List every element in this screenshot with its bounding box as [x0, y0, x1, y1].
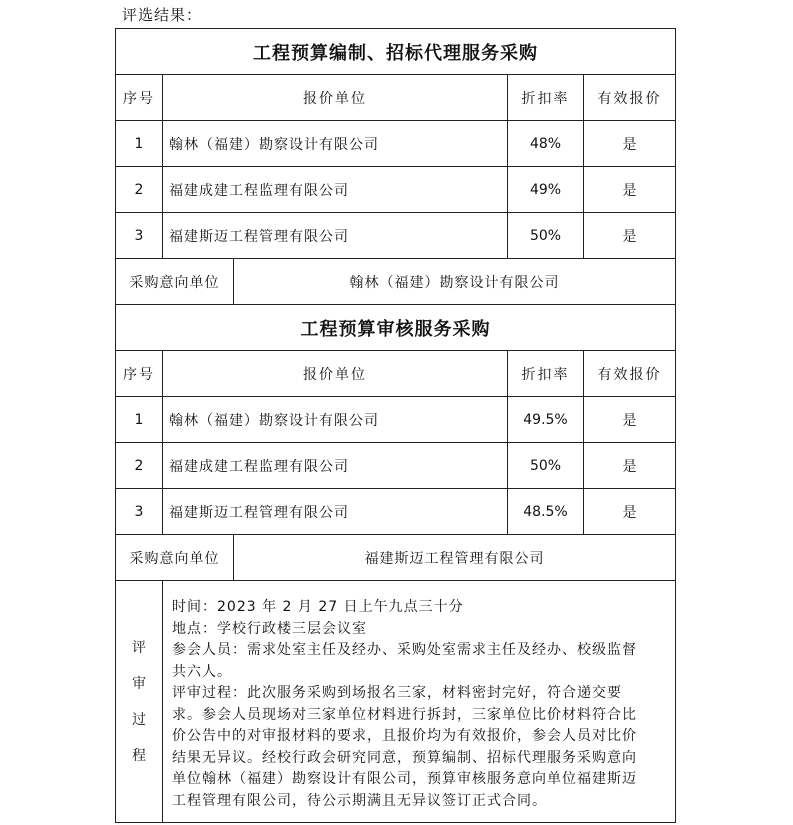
row-company: 福建斯迈工程管理有限公司: [163, 489, 508, 535]
review-line: 地点：学校行政楼三层会议室: [172, 620, 367, 637]
row-rate: 49%: [508, 167, 584, 213]
row-valid: 是: [584, 489, 676, 535]
row-no: 3: [116, 213, 163, 259]
review-label-char: 程: [132, 747, 146, 764]
review-line: 评审过程：此次服务采购到场报名三家，材料密封完好，符合递交要: [172, 685, 622, 701]
intent-value: 翰林（福建）勘察设计有限公司: [234, 259, 676, 305]
review-line: 价公告中的对审报材料的要求，且报价均为有效报价，参会人员对比价: [172, 728, 637, 744]
header-rate: 折扣率: [508, 75, 584, 121]
row-company: 福建成建工程监理有限公司: [163, 443, 508, 489]
table-row: [116, 213, 676, 259]
intent-label: 采购意向单位: [116, 535, 234, 581]
row-company: 翰林（福建）勘察设计有限公司: [163, 121, 508, 167]
section-2-title: 工程预算审核服务采购: [116, 305, 676, 351]
header-company: 报价单位: [163, 75, 508, 121]
review-label-char: 过: [132, 711, 146, 728]
review-line: 工程管理有限公司，待公示期满且无异议签订正式合同。: [172, 792, 547, 809]
row-company: 翰林（福建）勘察设计有限公司: [163, 397, 508, 443]
header-valid: 有效报价: [584, 351, 676, 397]
row-no: 1: [116, 121, 163, 167]
row-no: 3: [116, 489, 163, 535]
header-no: 序号: [116, 75, 163, 121]
row-valid: 是: [584, 397, 676, 443]
row-rate: 49.5%: [508, 397, 584, 443]
row-no: 2: [116, 167, 163, 213]
row-rate: 50%: [508, 443, 584, 489]
review-label-char: 评: [132, 639, 146, 656]
review-line: 求。参会人员现场对三家单位材料进行拆封，三家单位比价材料符合比: [172, 706, 637, 723]
review-line: 共六人。: [172, 663, 232, 680]
row-company: 福建斯迈工程管理有限公司: [163, 213, 508, 259]
review-label: [116, 581, 163, 823]
table-row: [116, 397, 676, 443]
row-valid: 是: [584, 121, 676, 167]
review-label-char: 审: [132, 675, 146, 692]
review-line: 单位翰林（福建）勘察设计有限公司，预算审核服务意向单位福建斯迈: [172, 771, 637, 787]
review-line: 参会人员：需求处室主任及经办、采购处室需求主任及经办、校级监督: [172, 642, 637, 658]
review-line: 时间：2023 年 2 月 27 日上午九点三十分: [172, 599, 464, 615]
table-row: [116, 443, 676, 489]
table-row: [116, 121, 676, 167]
result-caption: 评选结果：: [122, 6, 203, 24]
review-content: [163, 581, 676, 823]
row-valid: 是: [584, 443, 676, 489]
section-1-title: 工程预算编制、招标代理服务采购: [116, 29, 676, 75]
row-rate: 48.5%: [508, 489, 584, 535]
row-no: 2: [116, 443, 163, 489]
evaluation-table: [115, 28, 676, 823]
intent-value: 福建斯迈工程管理有限公司: [234, 535, 676, 581]
row-valid: 是: [584, 167, 676, 213]
review-line: 结果无异议。经校行政会研究同意，预算编制、招标代理服务采购意向: [172, 749, 637, 766]
table-row: [116, 167, 676, 213]
intent-label: 采购意向单位: [116, 259, 234, 305]
table-row: [116, 489, 676, 535]
row-rate: 48%: [508, 121, 584, 167]
row-rate: 50%: [508, 213, 584, 259]
header-no: 序号: [116, 351, 163, 397]
header-valid: 有效报价: [584, 75, 676, 121]
row-no: 1: [116, 397, 163, 443]
header-rate: 折扣率: [508, 351, 584, 397]
row-valid: 是: [584, 213, 676, 259]
header-company: 报价单位: [163, 351, 508, 397]
row-company: 福建成建工程监理有限公司: [163, 167, 508, 213]
